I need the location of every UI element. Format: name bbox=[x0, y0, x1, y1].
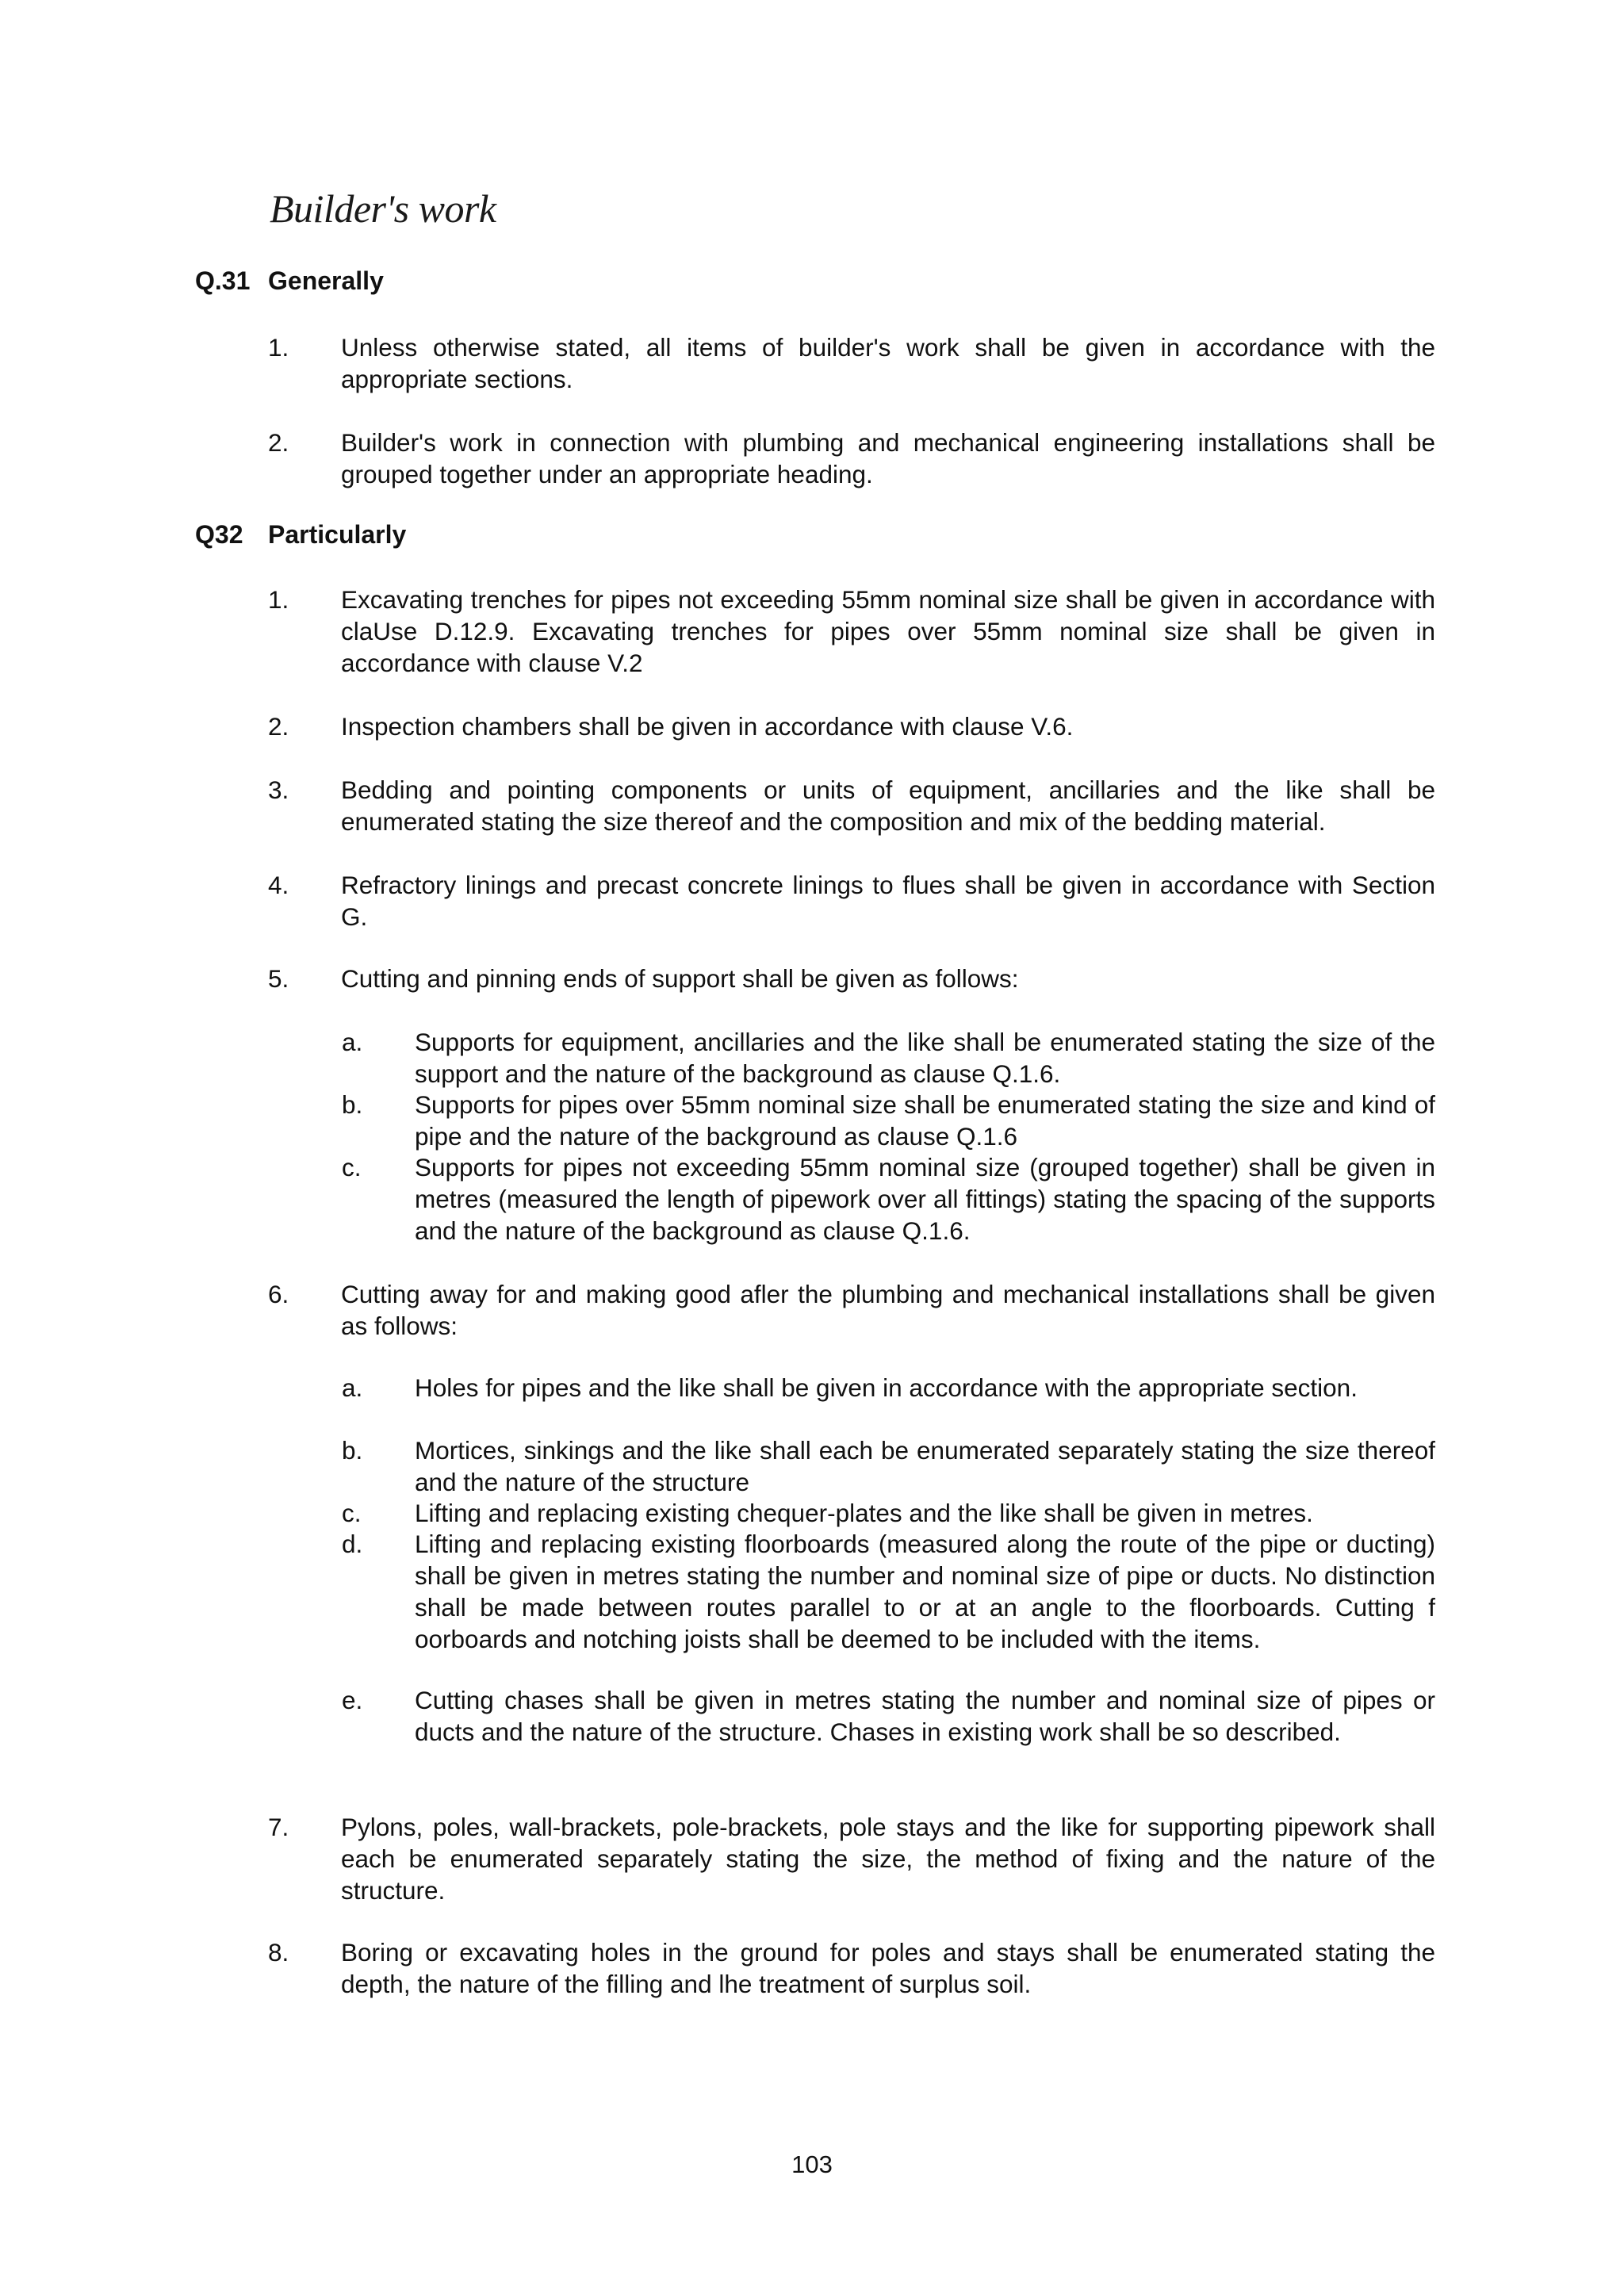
item-text: Pylons, poles, wall-brackets, pole-brackets, pole stays and the like for supporting pipework shall each be enumerated separately stating the size, the method of fixing and the nature of the structure. bbox=[341, 1813, 1435, 1905]
sub-item-text: Cutting chases shall be given in metres stating the number and nominal size of pipes or ducts and the nature of the structure. Chases in existing work shall be so described. bbox=[415, 1686, 1435, 1746]
item-number: 2. bbox=[268, 712, 289, 741]
item-number: 8. bbox=[268, 1938, 289, 1967]
section-heading: Builder's work bbox=[270, 186, 496, 231]
item-number: 1. bbox=[268, 333, 289, 362]
item-text: Cutting and pinning ends of support shall be given as follows: bbox=[341, 964, 1019, 993]
sub-item-text: Holes for pipes and the like shall be given in accordance with the appropriate section. bbox=[415, 1373, 1358, 1402]
item-number: 1. bbox=[268, 585, 289, 614]
sub-item-text: Mortices, sinkings and the like shall each be enumerated separately stating the size thereof and the nature of the structure bbox=[415, 1436, 1435, 1496]
sub-item-text: Lifting and replacing existing floorboards (measured along the route of the pipe or ducting) shall be given in metres stating the number and nominal size of pipe or ducts. No distinction shall be made between routes parallel to or at an angle to the floorboards. Cutting f oorboards and notching joists shall be deemed to be included with the items. bbox=[415, 1530, 1435, 1653]
item-text: Refractory linings and precast concrete linings to flues shall be given in accordance with Section G. bbox=[341, 871, 1435, 931]
sub-item-letter: a. bbox=[342, 1028, 363, 1056]
sub-item-letter: b. bbox=[342, 1090, 363, 1119]
sub-item-letter: d. bbox=[342, 1530, 363, 1558]
sub-item-text: Supports for equipment, ancillaries and the like shall be enumerated stating the size of the support and the nature of the background as clause Q.1.6. bbox=[415, 1028, 1435, 1088]
sub-item-letter: e. bbox=[342, 1686, 363, 1714]
item-number: 7. bbox=[268, 1813, 289, 1841]
item-text: Builder's work in connection with plumbing and mechanical engineering installations shall be grouped together under an appropriate heading. bbox=[341, 428, 1435, 488]
item-number: 3. bbox=[268, 776, 289, 804]
item-text: Bedding and pointing components or units of equipment, ancillaries and the like shall be enumerated stating the size thereof and the composition and mix of the bedding material. bbox=[341, 776, 1435, 836]
clause-title: Particularly bbox=[268, 520, 407, 549]
clause-number: Q32 bbox=[195, 520, 243, 549]
item-number: 6. bbox=[268, 1280, 289, 1308]
page-number: 103 bbox=[791, 2150, 833, 2178]
item-number: 4. bbox=[268, 871, 289, 899]
item-text: Inspection chambers shall be given in accordance with clause V.6. bbox=[341, 712, 1074, 741]
item-number: 5. bbox=[268, 964, 289, 993]
item-text: Cutting away for and making good afler the plumbing and mechanical installations shall be given as follows: bbox=[341, 1280, 1435, 1340]
sub-item-letter: c. bbox=[342, 1153, 362, 1181]
item-text: Unless otherwise stated, all items of builder's work shall be given in accordance with the appropriate sections. bbox=[341, 333, 1435, 393]
sub-item-letter: b. bbox=[342, 1436, 363, 1465]
sub-item-text: Lifting and replacing existing chequer-plates and the like shall be given in metres. bbox=[415, 1499, 1313, 1527]
sub-item-text: Supports for pipes not exceeding 55mm nominal size (grouped together) shall be given in metres (measured the length of pipework over all fittings) stating the spacing of the supports and the nature of the background as clause Q.1.6. bbox=[415, 1153, 1435, 1245]
sub-item-letter: a. bbox=[342, 1373, 363, 1402]
item-number: 2. bbox=[268, 428, 289, 457]
item-text: Boring or excavating holes in the ground for poles and stays shall be enumerated stating the depth, the nature of the filling and lhe treatment of surplus soil. bbox=[341, 1938, 1435, 1998]
item-text: Excavating trenches for pipes not exceeding 55mm nominal size shall be given in accordance with claUse D.12.9. Excavating trenches for pipes over 55mm nominal size shall be given in accordance with clause V.2 bbox=[341, 585, 1435, 677]
sub-item-letter: c. bbox=[342, 1499, 362, 1527]
clause-number: Q.31 bbox=[195, 266, 251, 295]
sub-item-text: Supports for pipes over 55mm nominal size shall be enumerated stating the size and kind of pipe and the nature of the background as clause Q.1.6 bbox=[415, 1090, 1435, 1151]
clause-title: Generally bbox=[268, 266, 384, 295]
